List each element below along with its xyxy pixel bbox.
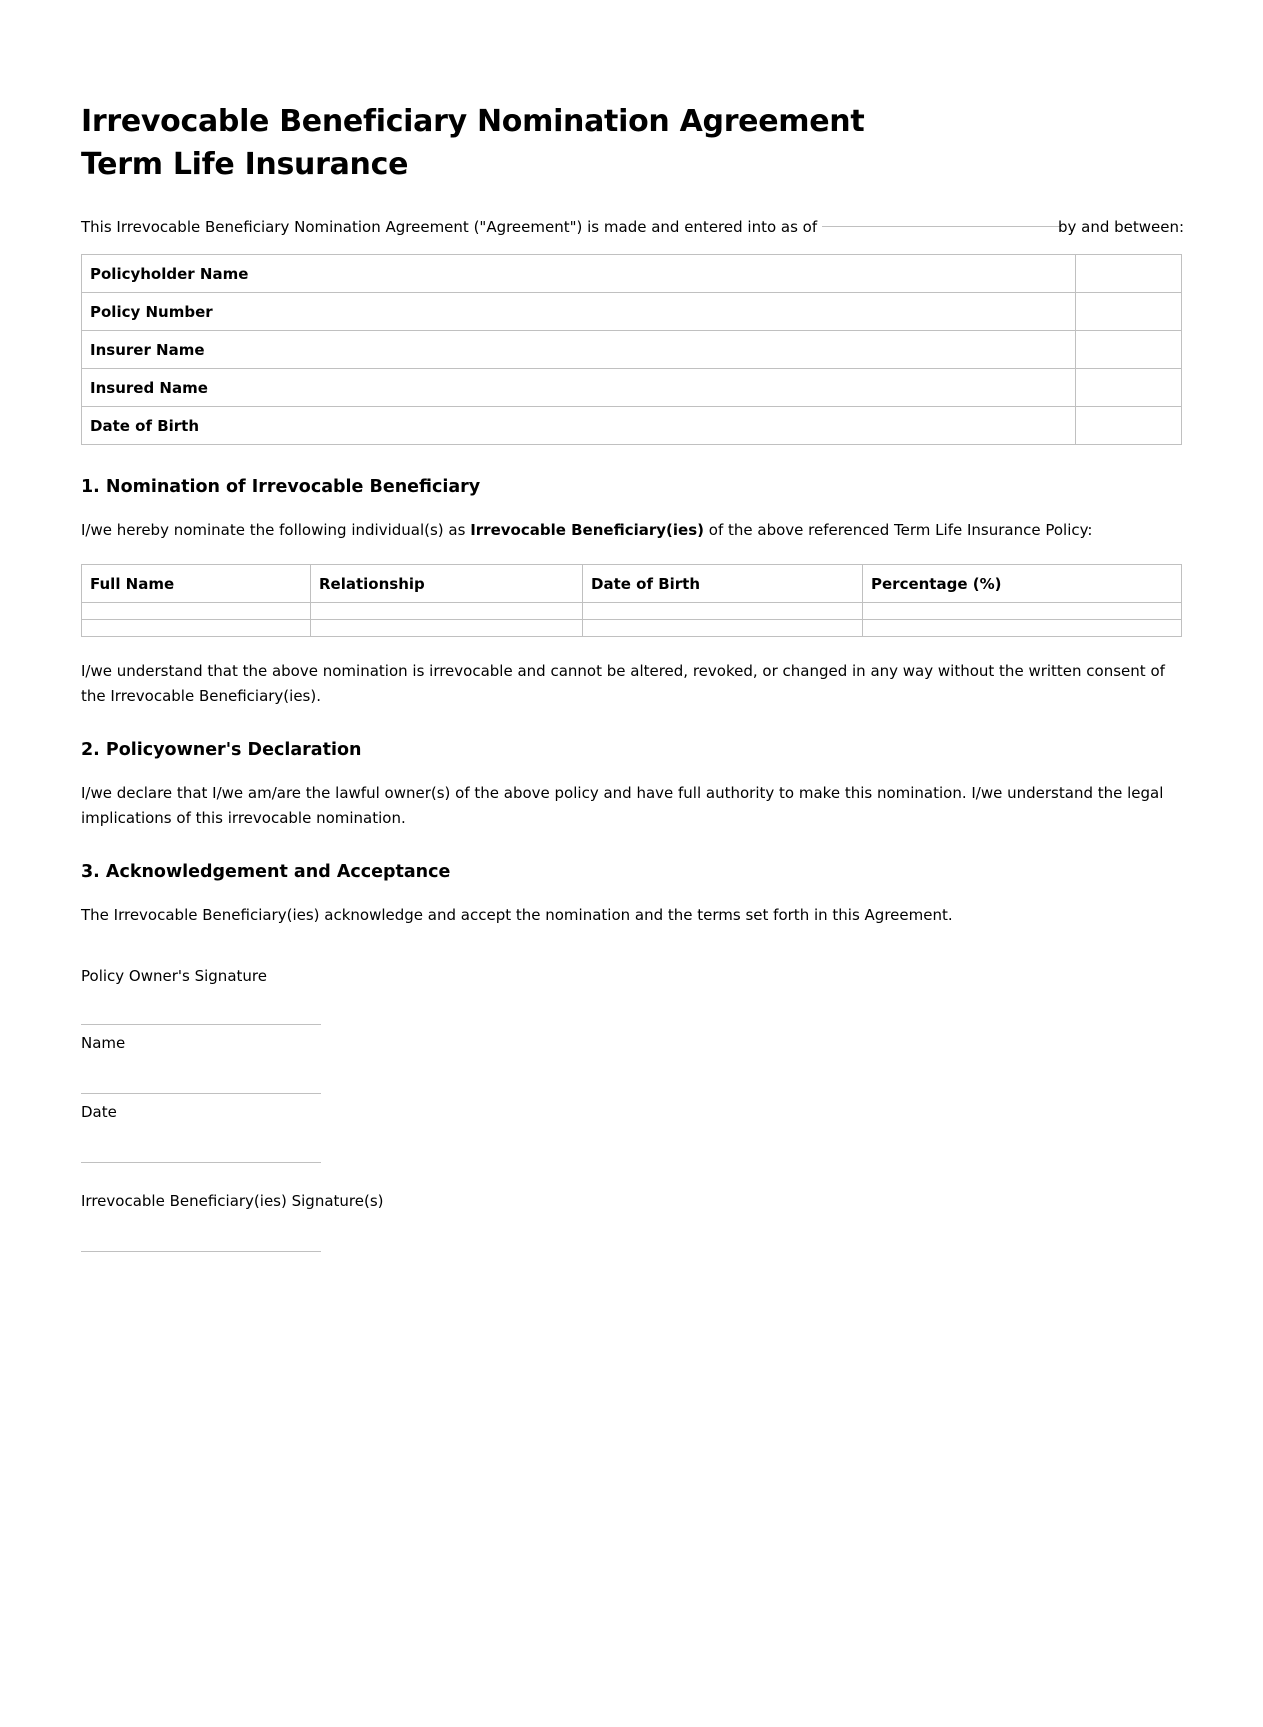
section-2-heading: 2. Policyowner's Declaration	[81, 740, 362, 760]
date-of-birth-label: Date of Birth	[82, 407, 1076, 445]
beneficiary-percentage-cell[interactable]	[863, 620, 1182, 637]
table-row	[82, 407, 1182, 445]
beneficiary-dob-cell[interactable]	[583, 603, 863, 620]
policyholder-name-label: Policyholder Name	[82, 255, 1076, 293]
section-2-body: I/we declare that I/we am/are the lawful owner(s) of the above policy and have full authority to make this nomination. I/we understand the legal implications of this irrevocable nomination.	[81, 784, 1164, 827]
date-of-birth-field[interactable]	[1076, 407, 1182, 445]
agreement-document	[81, 100, 1185, 1252]
column-header-date-of-birth: Date of Birth	[583, 565, 863, 603]
title-line-2: Term Life Insurance	[81, 147, 409, 182]
policy-info-table	[81, 254, 1182, 445]
beneficiary-percentage-cell[interactable]	[863, 603, 1182, 620]
beneficiary-signature-line[interactable]	[81, 1211, 321, 1252]
date-line[interactable]	[81, 1122, 321, 1163]
policy-owner-signature-label: Policy Owner's Signature	[81, 967, 267, 985]
policyholder-name-field[interactable]	[1076, 255, 1182, 293]
section-1-intro-text: I/we hereby nominate the following individual(s) as	[81, 521, 471, 539]
beneficiary-relationship-cell[interactable]	[311, 603, 583, 620]
document-title	[81, 100, 1181, 186]
insured-name-field[interactable]	[1076, 369, 1182, 407]
beneficiary-full-name-cell[interactable]	[82, 620, 311, 637]
policy-number-field[interactable]	[1076, 293, 1182, 331]
intro-statement	[81, 217, 1185, 239]
section-1-heading: 1. Nomination of Irrevocable Beneficiary	[81, 477, 481, 497]
insured-name-label: Insured Name	[82, 369, 1076, 407]
title-line-1: Irrevocable Beneficiary Nomination Agreement	[81, 104, 865, 139]
section-3-heading: 3. Acknowledgement and Acceptance	[81, 862, 451, 882]
policy-number-label: Policy Number	[82, 293, 1076, 331]
beneficiary-signature-label: Irrevocable Beneficiary(ies) Signature(s)	[81, 1192, 384, 1210]
beneficiary-full-name-cell[interactable]	[82, 603, 311, 620]
table-header-row	[82, 565, 1182, 603]
table-row	[82, 369, 1182, 407]
beneficiary-table	[81, 564, 1182, 637]
name-label: Name	[81, 1034, 126, 1052]
signature-block	[81, 966, 1181, 1252]
agreement-date-field[interactable]	[822, 226, 1062, 227]
column-header-relationship: Relationship	[311, 565, 583, 603]
table-row	[82, 331, 1182, 369]
column-header-percentage: Percentage (%)	[863, 565, 1182, 603]
section-1-intro-text-end: of the above referenced Term Life Insurance Policy:	[704, 521, 1093, 539]
insurer-name-label: Insurer Name	[82, 331, 1076, 369]
table-row	[82, 255, 1182, 293]
table-row	[82, 603, 1182, 620]
section-1-intro-bold: Irrevocable Beneficiary(ies)	[470, 521, 704, 539]
date-label: Date	[81, 1103, 117, 1121]
intro-prefix: This Irrevocable Beneficiary Nomination Agreement ("Agreement") is made and entered into as of	[81, 218, 818, 236]
section-1-intro	[81, 518, 1181, 543]
column-header-full-name: Full Name	[82, 565, 311, 603]
name-line[interactable]	[81, 1053, 321, 1094]
beneficiary-dob-cell[interactable]	[583, 620, 863, 637]
table-row	[82, 620, 1182, 637]
table-row	[82, 293, 1182, 331]
section-3-body: The Irrevocable Beneficiary(ies) acknowledge and accept the nomination and the terms set forth in this Agreement.	[81, 906, 953, 924]
insurer-name-field[interactable]	[1076, 331, 1182, 369]
beneficiary-relationship-cell[interactable]	[311, 620, 583, 637]
policy-owner-signature-line[interactable]	[81, 986, 321, 1025]
intro-suffix: by and between:	[1058, 218, 1185, 236]
section-1-irrevocable-note: I/we understand that the above nomination is irrevocable and cannot be altered, revoked, or changed in any way without the written consent of the Irrevocable Beneficiary(ies).	[81, 662, 1165, 705]
